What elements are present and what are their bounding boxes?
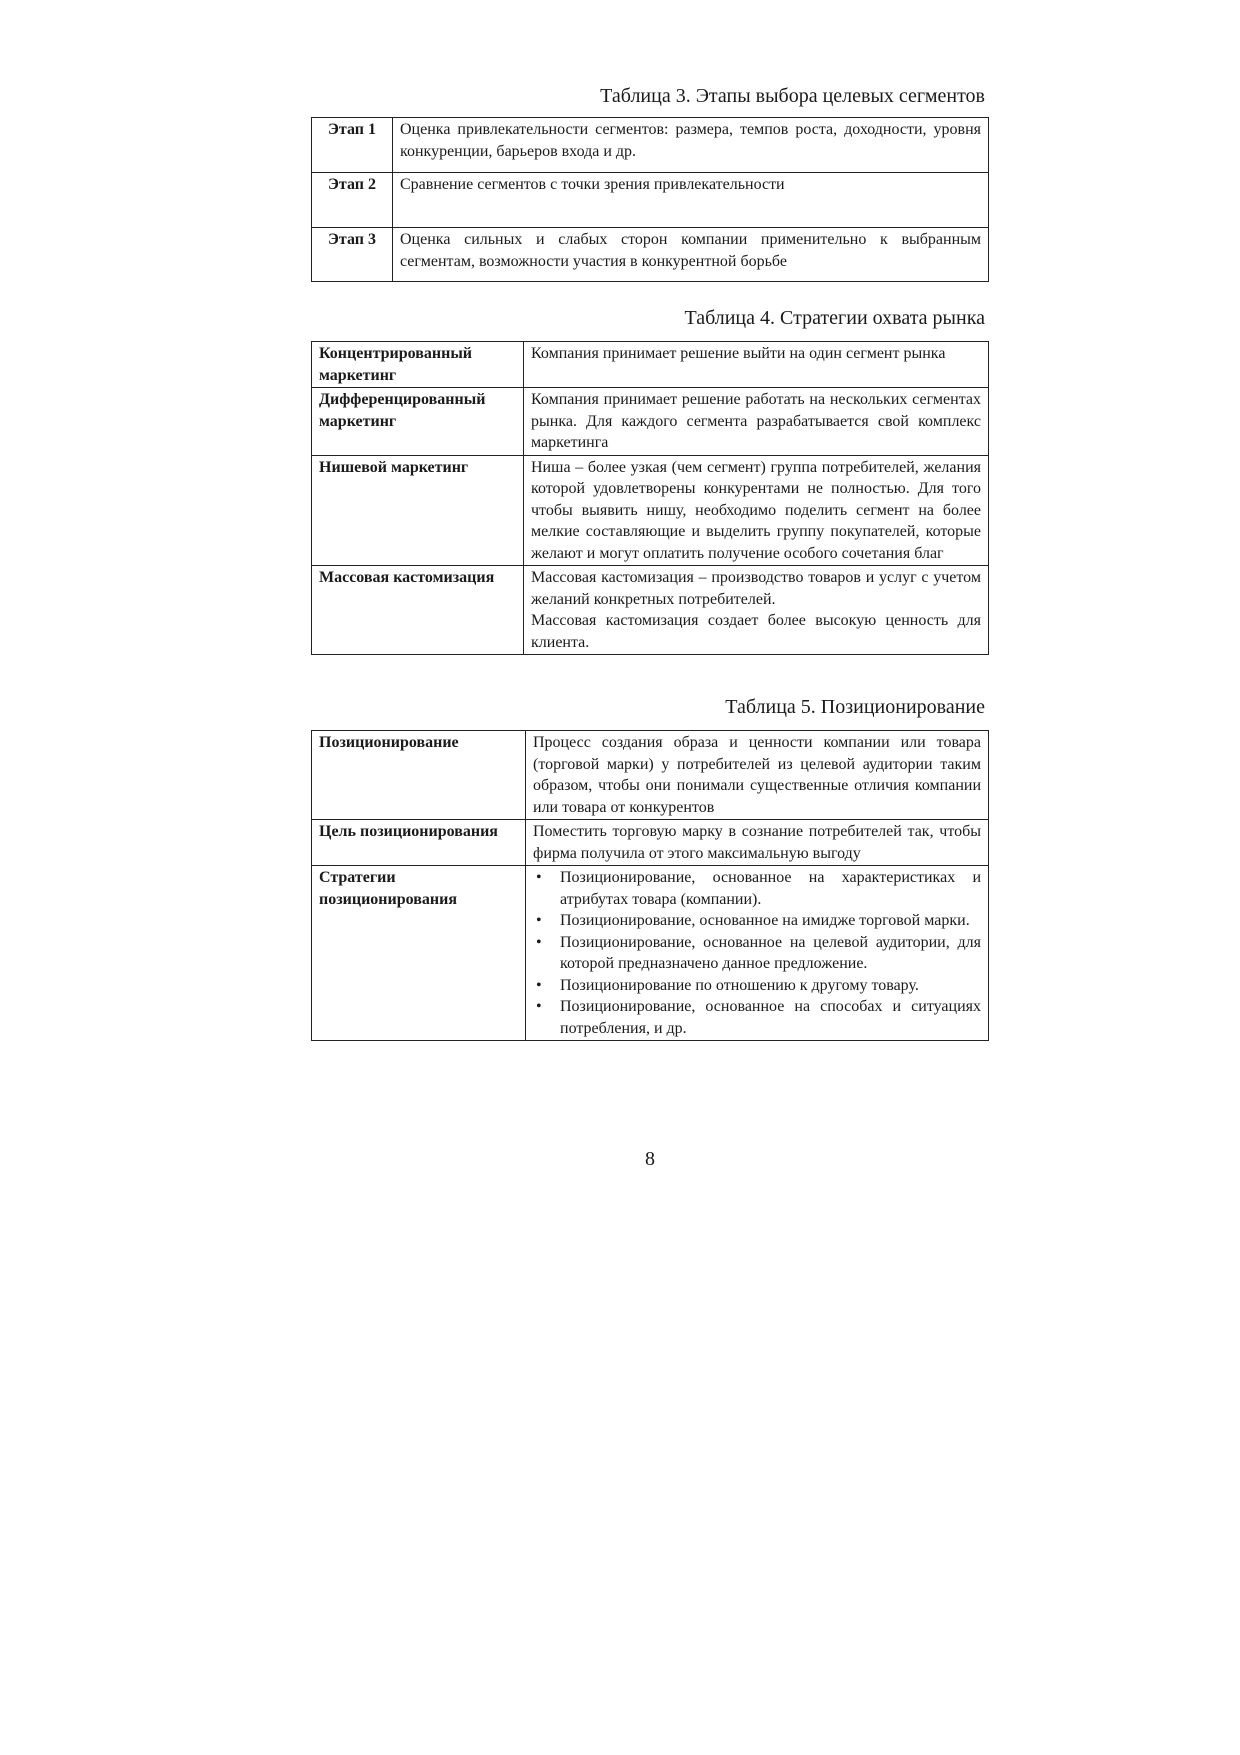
list-item-text: Позиционирование по отношению к другому товару. xyxy=(560,976,919,994)
table-row xyxy=(312,820,989,866)
positioning-text: Поместить торговую марку в сознание потребителей так, чтобы фирма получила от этого максимальную выгоду xyxy=(526,820,989,866)
stage-label: Этап 3 xyxy=(312,228,393,282)
strategy-term: Массовая кастомизация xyxy=(312,566,524,655)
table-row xyxy=(312,866,989,1041)
strategy-text: Ниша – более узкая (чем сегмент) группа потребителей, желания которой удовлетворены конкурентами не полностью. Для того чтобы выявить нишу, необходимо поделить сегмент на более мелкие составляющие и выделить группу покупателей, которые желают и могут оплатить получение особого сочетания благ xyxy=(524,455,989,566)
bullet-icon: • xyxy=(536,912,542,929)
list-item xyxy=(533,975,981,997)
stage-label: Этап 2 xyxy=(312,173,393,228)
table-row xyxy=(312,731,989,820)
table-row xyxy=(312,173,989,228)
positioning-term: Стратегии позиционирования xyxy=(312,866,526,1041)
page-number: 8 xyxy=(645,1148,655,1170)
table-row xyxy=(312,455,989,566)
strategy-term: Нишевой маркетинг xyxy=(312,455,524,566)
bullet-icon: • xyxy=(536,998,542,1015)
table-row xyxy=(312,566,989,655)
stage-text: Оценка сильных и слабых сторон компании применительно к выбранным сегментам, возможности участия в конкурентной борьбе xyxy=(393,228,989,282)
list-item-text: Позиционирование, основанное на имидже торговой марки. xyxy=(560,912,970,929)
bullet-icon: • xyxy=(536,976,542,994)
positioning-term: Цель позиционирования xyxy=(312,820,526,866)
strategy-term: Дифференцированный маркетинг xyxy=(312,388,524,456)
positioning-text: Процесс создания образа и ценности компании или товара (торговой марки) у потребителей из целевой аудитории таким образом, чтобы они понимали существенные отличия компании или товара от конкурентов xyxy=(526,731,989,820)
table3-stages xyxy=(311,117,989,282)
strategy-text-paragraph: Массовая кастомизация создает более высокую ценность для клиента. xyxy=(531,612,981,651)
stage-text: Сравнение сегментов с точки зрения привлекательности xyxy=(393,173,989,228)
stage-text: Оценка привлекательности сегментов: размера, темпов роста, доходности, уровня конкуренции, барьеров входа и др. xyxy=(393,118,989,173)
table-row xyxy=(312,342,989,388)
list-item-text: Позиционирование, основанное на целевой аудитории, для которой предназначено данное предложение. xyxy=(560,933,981,972)
bullet-icon: • xyxy=(536,933,542,951)
strategy-text: Компания принимает решение выйти на один сегмент рынка xyxy=(524,342,989,388)
strategies-list xyxy=(533,867,981,1039)
table3-caption: Таблица 3. Этапы выбора целевых сегментов xyxy=(600,85,985,107)
strategy-term: Концентрированный маркетинг xyxy=(312,342,524,388)
list-item xyxy=(533,932,981,975)
bullet-icon: • xyxy=(536,869,542,886)
list-item xyxy=(533,910,981,932)
table4-caption: Таблица 4. Стратегии охвата рынка xyxy=(684,307,985,329)
table5-positioning xyxy=(311,730,989,1041)
list-item-text: Позиционирование, основанное на характеристиках и атрибутах товара (компании). xyxy=(560,869,981,908)
strategy-text-paragraph: Массовая кастомизация – производство товаров и услуг с учетом желаний конкретных потребителей. xyxy=(531,569,981,608)
table-row xyxy=(312,118,989,173)
strategy-text: Компания принимает решение работать на нескольких сегментах рынка. Для каждого сегмента разрабатывается свой комплекс маркетинга xyxy=(524,388,989,456)
list-item xyxy=(533,867,981,910)
table4-market-coverage xyxy=(311,341,989,655)
positioning-term: Позиционирование xyxy=(312,731,526,820)
list-item-text: Позиционирование, основанное на способах и ситуациях потребления, и др. xyxy=(560,998,981,1037)
list-item xyxy=(533,996,981,1039)
table-row xyxy=(312,388,989,456)
positioning-strategies xyxy=(526,866,989,1041)
table-row xyxy=(312,228,989,282)
strategy-text xyxy=(524,566,989,655)
stage-label: Этап 1 xyxy=(312,118,393,173)
table5-caption: Таблица 5. Позиционирование xyxy=(725,696,985,718)
